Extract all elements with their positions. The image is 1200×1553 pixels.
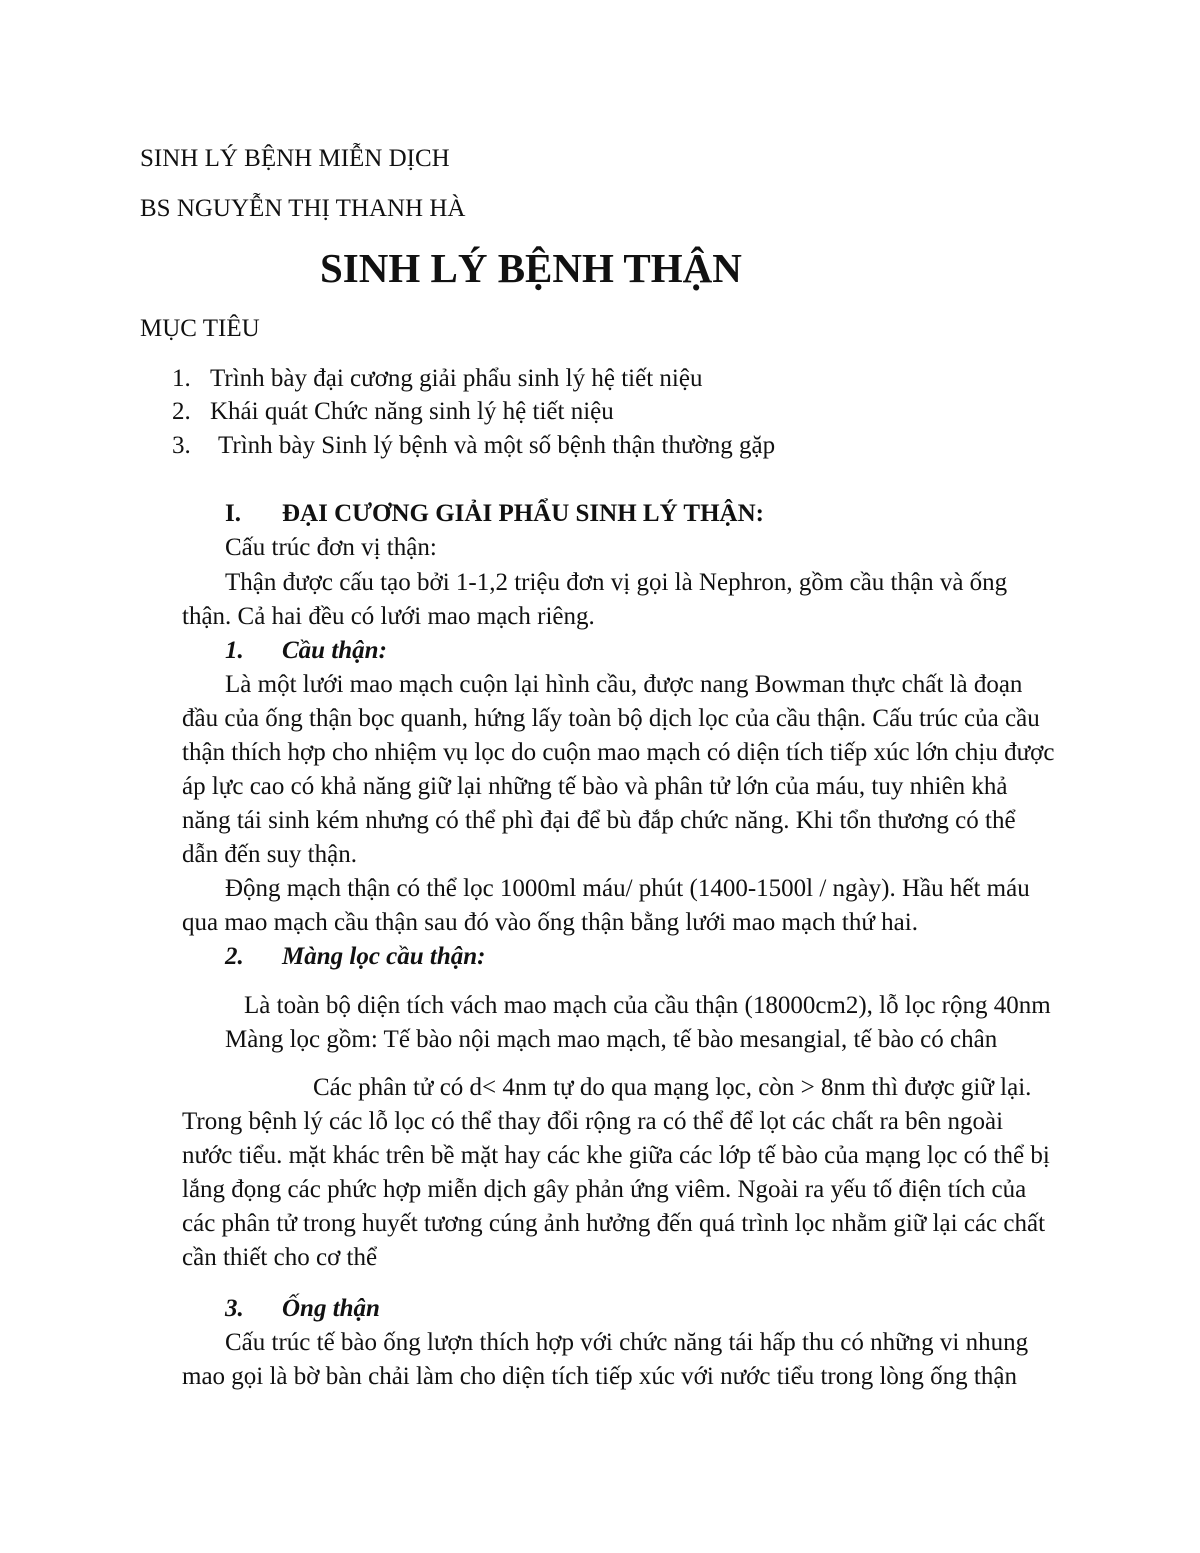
section-1-heading [225,499,764,529]
section-1-title: ĐẠI CƯƠNG GIẢI PHẨU SINH LÝ THẬN: [282,500,764,527]
subsection-2-title: Màng lọc cầu thận: [282,943,486,970]
subsection-1-number: 1. [225,637,244,664]
paragraph-line: mao gọi là bờ bàn chải làm cho diện tích tiếp xúc với nước tiểu trong lòng ống thận [182,1363,1017,1390]
objective-item [172,397,614,427]
paragraph-line: Là một lưới mao mạch cuộn lại hình cầu, được nang Bowman thực chất là đoạn [225,671,1023,698]
subsection-1-title: Cầu thận: [282,637,387,664]
paragraph-line: thận. Cả hai đều có lưới mao mạch riêng. [182,603,595,630]
section-1-number: I. [225,500,241,527]
paragraph-line: các phân tử trong huyết tương cúng ảnh hưởng đến quá trình lọc nhằm giữ lại các chất [182,1210,1046,1237]
objective-text: Trình bày đại cương giải phẩu sinh lý hệ tiết niệu [210,365,703,392]
paragraph-line: Các phân tử có d< 4nm tự do qua mạng lọc, còn > 8nm thì được giữ lại. [313,1074,1032,1101]
subsection-2-heading [225,942,486,972]
objective-number: 3. [172,432,191,459]
paragraph-line: thận thích hợp cho nhiệm vụ lọc do cuộn mao mạch có diện tích tiếp xúc lớn chịu được [182,739,1055,766]
paragraph-line: Cấu trúc tế bào ống lượn thích hợp với chức năng tái hấp thu có những vi nhung [225,1329,1029,1356]
subsection-2-number: 2. [225,943,244,970]
paragraph-line: đầu của ống thận bọc quanh, hứng lấy toàn bộ dịch lọc của cầu thận. Cấu trúc của cầu [182,705,1040,732]
paragraph-line: Động mạch thận có thể lọc 1000ml máu/ phút (1400-1500l / ngày). Hầu hết máu [225,875,1030,902]
paragraph-line: dẫn đến suy thận. [182,841,357,868]
objectives-heading: MỤC TIÊU [140,315,260,342]
paragraph-line: cần thiết cho cơ thể [182,1244,378,1271]
nephron-structure-label: Cấu trúc đơn vị thận: [225,534,437,561]
subsection-3-title: Ống thận [282,1295,380,1322]
paragraph-line: áp lực cao có khả năng giữ lại những tế bào và phân tử lớn của máu, tuy nhiên khả [182,773,1008,800]
paragraph-line: năng tái sinh kém nhưng có thể phì đại để bù đắp chức năng. Khi tổn thương có thể [182,807,1016,834]
subsection-3-heading [225,1294,380,1324]
objective-item [172,431,775,461]
paragraph-line: lắng đọng các phức hợp miễn dịch gây phản ứng viêm. Ngoài ra yếu tố điện tích của [182,1176,1027,1203]
objective-number: 2. [172,398,191,425]
objective-text: Trình bày Sinh lý bệnh và một số bệnh thận thường gặp [218,432,776,459]
paragraph-line: qua mao mạch cầu thận sau đó vào ống thận bằng lưới mao mạch thứ hai. [182,909,918,936]
objective-item [172,364,702,394]
paragraph-line: Là toàn bộ diện tích vách mao mạch của cầu thận (18000cm2), lỗ lọc rộng 40nm [244,992,1051,1019]
objective-text: Khái quát Chức năng sinh lý hệ tiết niệu [210,398,614,425]
page-title: SINH LÝ BỆNH THẬN [320,245,742,291]
subsection-3-number: 3. [225,1295,244,1322]
paragraph-line: Màng lọc gồm: Tế bào nội mạch mao mạch, tế bào mesangial, tế bào có chân [225,1026,998,1053]
paragraph-line: Trong bệnh lý các lỗ lọc có thể thay đổi rộng ra có thể để lọt các chất ra bên ngoài [182,1108,1004,1135]
course-name: SINH LÝ BỆNH MIỄN DỊCH [140,145,450,172]
objective-number: 1. [172,365,191,392]
author-name: BS NGUYỄN THỊ THANH HÀ [140,195,466,222]
subsection-1-heading [225,636,387,666]
paragraph-line: nước tiểu. mặt khác trên bề mặt hay các khe giữa các lớp tế bào của mạng lọc có thể bị [182,1142,1050,1169]
paragraph-line: Thận được cấu tạo bởi 1-1,2 triệu đơn vị gọi là Nephron, gồm cầu thận và ống [225,569,1008,596]
